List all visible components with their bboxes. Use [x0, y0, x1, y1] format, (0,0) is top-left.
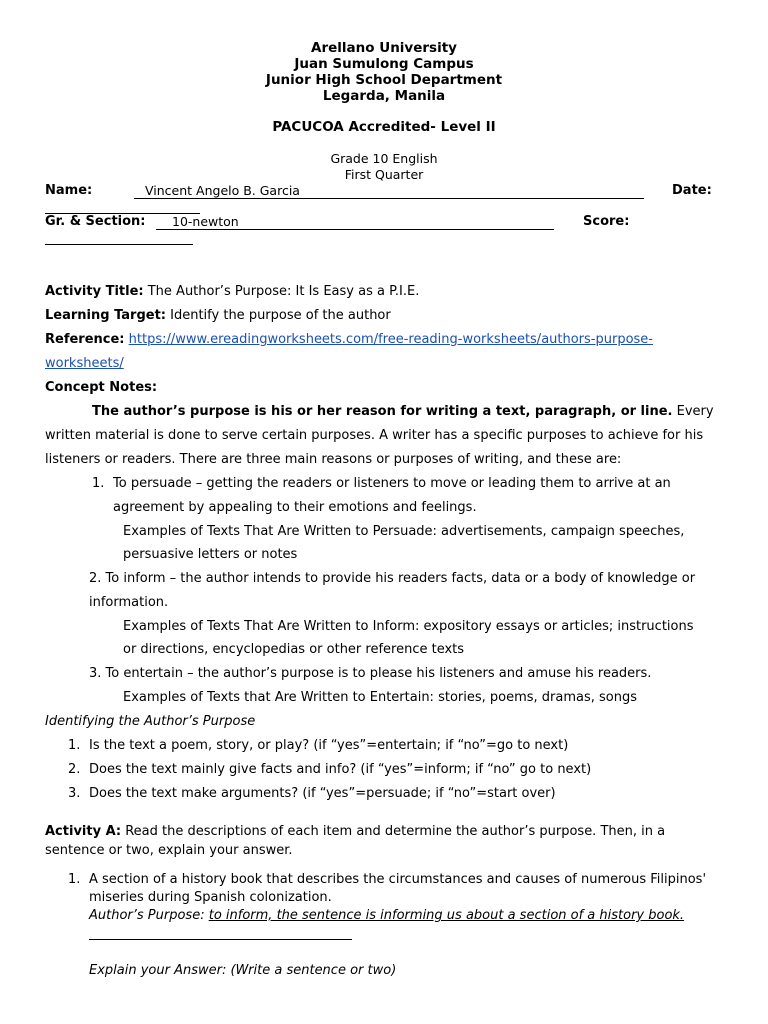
name-label: Name:: [45, 183, 93, 198]
purpose-1-line-2: agreement by appealing to their emotions and feelings.: [113, 500, 477, 515]
score-underline[interactable]: [45, 244, 193, 245]
name-underline: [134, 198, 644, 199]
campus-name: Juan Sumulong Campus: [294, 56, 474, 72]
subject-title: Grade 10 English: [330, 151, 438, 166]
activity-title-label: Activity Title:: [45, 284, 144, 299]
purpose-1-examples-1: Examples of Texts That Are Written to Persuade: advertisements, campaign speeches,: [123, 524, 685, 539]
purpose-1-number: 1.: [92, 476, 105, 491]
learning-target-value: Identify the purpose of the author: [170, 308, 391, 323]
activity-title-value: The Author’s Purpose: It Is Easy as a P.I.E.: [147, 284, 420, 299]
purpose-answer-underline[interactable]: [89, 939, 352, 940]
identify-step-3-number: 3.: [68, 786, 81, 801]
section-underline: [156, 229, 554, 230]
section-value[interactable]: 10-newton: [172, 214, 239, 229]
activity-a-item-1-number: 1.: [68, 872, 81, 887]
identify-step-1-number: 1.: [68, 738, 81, 753]
concept-line-2: written material is done to serve certain purposes. A writer has a specific purposes to achieve for his: [45, 428, 704, 443]
identify-heading: Identifying the Author’s Purpose: [45, 714, 256, 729]
concept-lead-rest: Every: [676, 404, 714, 419]
learning-target-label: Learning Target:: [45, 308, 166, 323]
reference-label: Reference:: [45, 332, 125, 347]
learning-target-row: [45, 308, 391, 323]
concept-lead: [92, 404, 714, 419]
explain-answer-label: Explain your Answer: (Write a sentence or two): [89, 963, 397, 978]
name-value[interactable]: Vincent Angelo B. Garcia: [145, 183, 300, 198]
purpose-2-examples-1: Examples of Texts That Are Written to Inform: expository essays or articles; instructions: [123, 619, 694, 634]
authors-purpose-row: [89, 908, 684, 923]
activity-a-item-1-line-1: A section of a history book that describes the circumstances and causes of numerous Filipinos': [89, 872, 707, 887]
authors-purpose-answer[interactable]: to inform, the sentence is informing us about a section of a history book.: [208, 908, 685, 923]
purpose-2-line-2: information.: [89, 595, 169, 610]
activity-title-row: [45, 284, 419, 299]
concept-notes-label: Concept Notes:: [45, 380, 158, 395]
purpose-2-line-1: 2. To inform – the author intends to provide his readers facts, data or a body of knowledge or: [89, 571, 696, 586]
identify-step-1: Is the text a poem, story, or play? (if “yes”=entertain; if “no”=go to next): [89, 738, 569, 753]
activity-a-instructions: [45, 824, 665, 839]
purpose-2-examples-2: or directions, encyclopedias or other reference texts: [123, 642, 465, 657]
concept-line-3: listeners or readers. There are three main reasons or purposes of writing, and these are:: [45, 452, 622, 467]
accreditation: PACUCOA Accredited- Level II: [272, 119, 496, 135]
reference-row: [45, 332, 653, 347]
purpose-3-line-1: 3. To entertain – the author’s purpose is to please his listeners and amuse his readers.: [89, 666, 652, 681]
authors-purpose-label: Author’s Purpose:: [89, 908, 205, 923]
department-name: Junior High School Department: [265, 72, 503, 88]
activity-a-instr-line-2: sentence or two, explain your answer.: [45, 843, 293, 858]
identify-step-2-number: 2.: [68, 762, 81, 777]
identify-step-3: Does the text make arguments? (if “yes”=persuade; if “no”=start over): [89, 786, 556, 801]
score-label: Score:: [583, 214, 630, 229]
activity-a-label: Activity A:: [45, 824, 122, 839]
concept-lead-bold: The author’s purpose is his or her reason for writing a text, paragraph, or line.: [92, 404, 673, 419]
reference-link[interactable]: https://www.ereadingworksheets.com/free-reading-worksheets/authors-purpose-: [128, 332, 653, 347]
section-label: Gr. & Section:: [45, 214, 146, 229]
purpose-1-examples-2: persuasive letters or notes: [123, 547, 298, 562]
quarter-title: First Quarter: [344, 167, 424, 182]
purpose-1-line-1: To persuade – getting the readers or listeners to move or leading them to arrive at an: [113, 476, 671, 491]
activity-a-item-1-line-2: miseries during Spanish colonization.: [89, 890, 332, 905]
school-name: Arellano University: [311, 40, 457, 56]
reference-link-continued[interactable]: worksheets/: [45, 356, 124, 371]
identify-step-2: Does the text mainly give facts and info? (if “yes”=inform; if “no” go to next): [89, 762, 592, 777]
purpose-3-examples-1: Examples of Texts that Are Written to Entertain: stories, poems, dramas, songs: [123, 690, 638, 705]
school-location: Legarda, Manila: [322, 88, 446, 104]
date-label: Date:: [672, 183, 712, 198]
activity-a-instr-line-1: Read the descriptions of each item and determine the author’s purpose. Then, in a: [125, 824, 666, 839]
